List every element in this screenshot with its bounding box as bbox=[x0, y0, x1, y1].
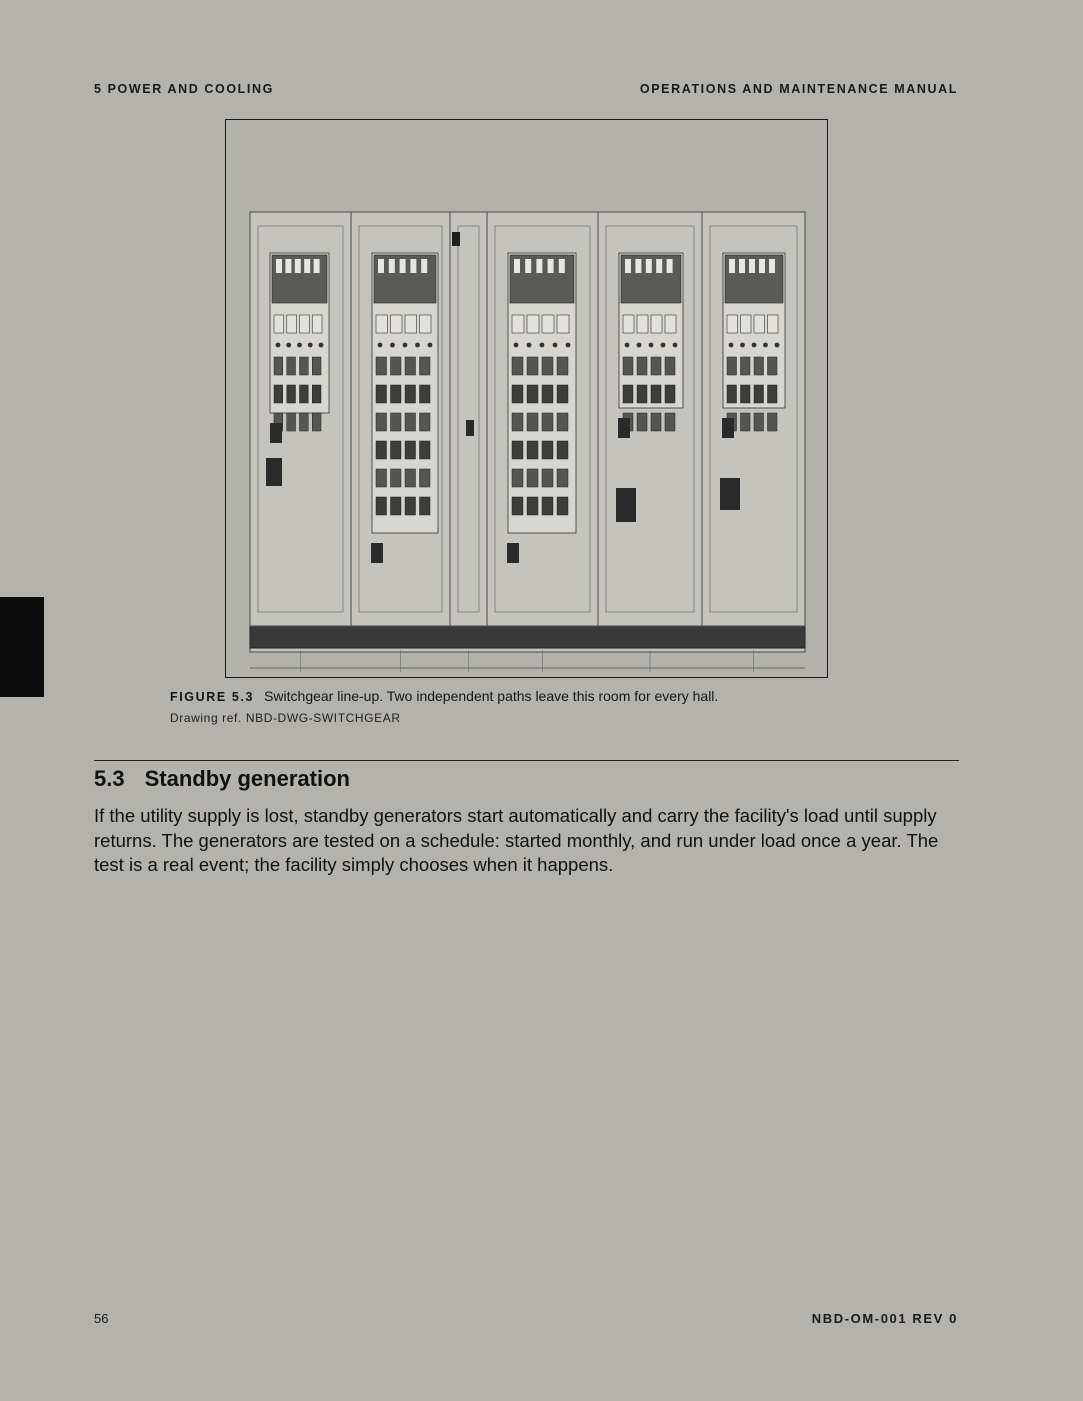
section-heading bbox=[94, 766, 350, 792]
relay-module bbox=[420, 357, 431, 375]
relay-module bbox=[665, 413, 675, 431]
relay-module bbox=[665, 357, 675, 375]
relay-module bbox=[300, 385, 309, 403]
relay-module bbox=[420, 413, 431, 431]
breaker-handle bbox=[656, 259, 662, 273]
relay-module bbox=[405, 385, 416, 403]
meter bbox=[651, 315, 662, 333]
relay-module bbox=[557, 441, 568, 459]
indicator-lamp bbox=[390, 343, 395, 348]
indicator-lamp bbox=[763, 343, 768, 348]
relay-module bbox=[741, 413, 751, 431]
relay-module bbox=[405, 413, 416, 431]
section-body-paragraph: If the utility supply is lost, standby generators start automatically and carry the facility's load until supply returns. The generators are tested on a schedule: started monthly, and run under load once a year. The test is a real event; the facility simply chooses when it happens. bbox=[94, 805, 939, 875]
relay-module bbox=[768, 413, 778, 431]
relay-module bbox=[542, 469, 553, 487]
relay-module bbox=[405, 497, 416, 515]
relay-module bbox=[420, 385, 431, 403]
indicator-lamp bbox=[308, 343, 313, 348]
relay-module bbox=[557, 497, 568, 515]
meter bbox=[420, 315, 432, 333]
section-number: 5.3 bbox=[94, 766, 125, 791]
indicator-lamp bbox=[752, 343, 757, 348]
indicator-lamp bbox=[649, 343, 654, 348]
relay-module bbox=[391, 385, 402, 403]
relay-module bbox=[376, 497, 387, 515]
indicator-lamp bbox=[319, 343, 324, 348]
meter bbox=[741, 315, 752, 333]
breaker-handle bbox=[285, 259, 291, 273]
relay-module bbox=[405, 441, 416, 459]
relay-module bbox=[768, 357, 778, 375]
meter bbox=[637, 315, 648, 333]
door-handle bbox=[507, 543, 519, 563]
breaker-handle bbox=[276, 259, 282, 273]
relay-module bbox=[768, 385, 778, 403]
lineup-plinth bbox=[250, 626, 805, 648]
indicator-lamp bbox=[625, 343, 630, 348]
breaker-handle bbox=[559, 259, 565, 273]
breaker-handle bbox=[400, 259, 406, 273]
relay-module bbox=[527, 469, 538, 487]
relay-module bbox=[637, 357, 647, 375]
control-box bbox=[616, 488, 636, 522]
meter bbox=[542, 315, 554, 333]
meter bbox=[527, 315, 539, 333]
indicator-lamp bbox=[415, 343, 420, 348]
relay-module bbox=[287, 357, 296, 375]
control-switch bbox=[452, 232, 460, 246]
relay-module bbox=[376, 385, 387, 403]
indicator-lamp bbox=[276, 343, 281, 348]
meter bbox=[287, 315, 297, 333]
breaker-handle bbox=[304, 259, 310, 273]
meter bbox=[512, 315, 524, 333]
door-handle bbox=[618, 418, 630, 438]
relay-module bbox=[376, 441, 387, 459]
relay-module bbox=[527, 413, 538, 431]
relay-module bbox=[420, 469, 431, 487]
relay-module bbox=[300, 357, 309, 375]
relay-module bbox=[542, 441, 553, 459]
indicator-lamp bbox=[378, 343, 383, 348]
door-handle bbox=[722, 418, 734, 438]
relay-module bbox=[637, 385, 647, 403]
relay-module bbox=[557, 385, 568, 403]
indicator-lamp bbox=[566, 343, 571, 348]
relay-module bbox=[557, 469, 568, 487]
relay-module bbox=[651, 357, 661, 375]
indicator-lamp bbox=[637, 343, 642, 348]
relay-module bbox=[312, 357, 321, 375]
meter bbox=[665, 315, 676, 333]
meter bbox=[623, 315, 634, 333]
indicator-lamp bbox=[540, 343, 545, 348]
relay-module bbox=[527, 385, 538, 403]
running-header-chapter: 5 POWER AND COOLING bbox=[94, 82, 274, 96]
relay-module bbox=[405, 469, 416, 487]
breaker-handle bbox=[295, 259, 301, 273]
relay-module bbox=[542, 413, 553, 431]
relay-module bbox=[512, 441, 523, 459]
indicator-lamp bbox=[661, 343, 666, 348]
relay-module bbox=[727, 385, 737, 403]
relay-module bbox=[420, 497, 431, 515]
breaker-handle bbox=[410, 259, 416, 273]
breaker-handle bbox=[635, 259, 641, 273]
chapter-thumb-tab bbox=[0, 597, 44, 697]
breaker-handle bbox=[378, 259, 384, 273]
relay-module bbox=[274, 385, 283, 403]
relay-module bbox=[527, 497, 538, 515]
indicator-lamp bbox=[297, 343, 302, 348]
indicator-lamp bbox=[527, 343, 532, 348]
page-number: 56 bbox=[94, 1311, 109, 1326]
relay-module bbox=[542, 357, 553, 375]
relay-module bbox=[512, 469, 523, 487]
meter bbox=[405, 315, 417, 333]
door-handle bbox=[371, 543, 383, 563]
indicator-lamp bbox=[740, 343, 745, 348]
control-box bbox=[720, 478, 740, 510]
relay-module bbox=[623, 357, 633, 375]
breaker-handle bbox=[667, 259, 673, 273]
relay-module bbox=[512, 497, 523, 515]
relay-module bbox=[512, 385, 523, 403]
relay-module bbox=[754, 357, 764, 375]
breaker-handle bbox=[548, 259, 554, 273]
relay-module bbox=[274, 357, 283, 375]
breaker-handle bbox=[525, 259, 531, 273]
meter bbox=[376, 315, 388, 333]
relay-module bbox=[741, 357, 751, 375]
section-title: Standby generation bbox=[144, 766, 350, 791]
indicator-lamp bbox=[403, 343, 408, 348]
breaker-handle bbox=[646, 259, 652, 273]
meter bbox=[768, 315, 779, 333]
relay-module bbox=[665, 385, 675, 403]
breaker-handle bbox=[749, 259, 755, 273]
relay-module bbox=[651, 385, 661, 403]
indicator-lamp bbox=[553, 343, 558, 348]
relay-module bbox=[376, 469, 387, 487]
relay-module bbox=[557, 357, 568, 375]
relay-module bbox=[754, 385, 764, 403]
running-header-manual-title: OPERATIONS AND MAINTENANCE MANUAL bbox=[639, 82, 958, 96]
indicator-lamp bbox=[514, 343, 519, 348]
breaker-handle bbox=[759, 259, 765, 273]
breaker-handle bbox=[421, 259, 427, 273]
breaker-handle bbox=[389, 259, 395, 273]
meter bbox=[754, 315, 765, 333]
figure-caption bbox=[170, 688, 718, 704]
relay-module bbox=[300, 413, 309, 431]
breaker-handle bbox=[739, 259, 745, 273]
relay-module bbox=[741, 385, 751, 403]
relay-module bbox=[287, 413, 296, 431]
relay-module bbox=[512, 413, 523, 431]
relay-module bbox=[376, 413, 387, 431]
relay-module bbox=[527, 441, 538, 459]
figure-drawing-reference: Drawing ref. NBD-DWG-SWITCHGEAR bbox=[170, 711, 401, 725]
relay-module bbox=[391, 441, 402, 459]
relay-module bbox=[287, 385, 296, 403]
indicator-lamp bbox=[729, 343, 734, 348]
switchgear-lineup-illustration bbox=[226, 120, 827, 677]
indicator-lamp bbox=[673, 343, 678, 348]
document-id: NBD-OM-001 REV 0 bbox=[811, 1311, 958, 1326]
breaker-handle bbox=[625, 259, 631, 273]
figure-switchgear-drawing bbox=[225, 119, 828, 678]
breaker-handle bbox=[536, 259, 542, 273]
relay-module bbox=[420, 441, 431, 459]
breaker-handle bbox=[514, 259, 520, 273]
section-divider bbox=[94, 760, 959, 761]
indicator-lamp bbox=[428, 343, 433, 348]
control-switch bbox=[466, 420, 474, 436]
relay-module bbox=[527, 357, 538, 375]
relay-module bbox=[557, 413, 568, 431]
relay-module bbox=[376, 357, 387, 375]
figure-caption-text: Switchgear line-up. Two independent paths leave this room for every hall. bbox=[264, 688, 719, 704]
meter bbox=[727, 315, 738, 333]
breaker-handle bbox=[729, 259, 735, 273]
relay-module bbox=[542, 497, 553, 515]
relay-module bbox=[391, 497, 402, 515]
relay-module bbox=[512, 357, 523, 375]
door-handle bbox=[270, 423, 282, 443]
relay-module bbox=[623, 385, 633, 403]
relay-module bbox=[405, 357, 416, 375]
relay-module bbox=[637, 413, 647, 431]
relay-module bbox=[754, 413, 764, 431]
meter bbox=[274, 315, 284, 333]
meter bbox=[391, 315, 403, 333]
relay-module bbox=[391, 357, 402, 375]
meter bbox=[312, 315, 322, 333]
figure-label: FIGURE 5.3 bbox=[170, 690, 255, 704]
indicator-lamp bbox=[286, 343, 291, 348]
indicator-lamp bbox=[775, 343, 780, 348]
relay-module bbox=[542, 385, 553, 403]
relay-module bbox=[651, 413, 661, 431]
meter bbox=[557, 315, 569, 333]
meter bbox=[300, 315, 310, 333]
breaker-handle bbox=[314, 259, 320, 273]
relay-module bbox=[312, 413, 321, 431]
relay-module bbox=[727, 357, 737, 375]
breaker-handle bbox=[769, 259, 775, 273]
relay-module bbox=[312, 385, 321, 403]
relay-module bbox=[391, 469, 402, 487]
relay-module bbox=[391, 413, 402, 431]
control-box bbox=[266, 458, 282, 486]
